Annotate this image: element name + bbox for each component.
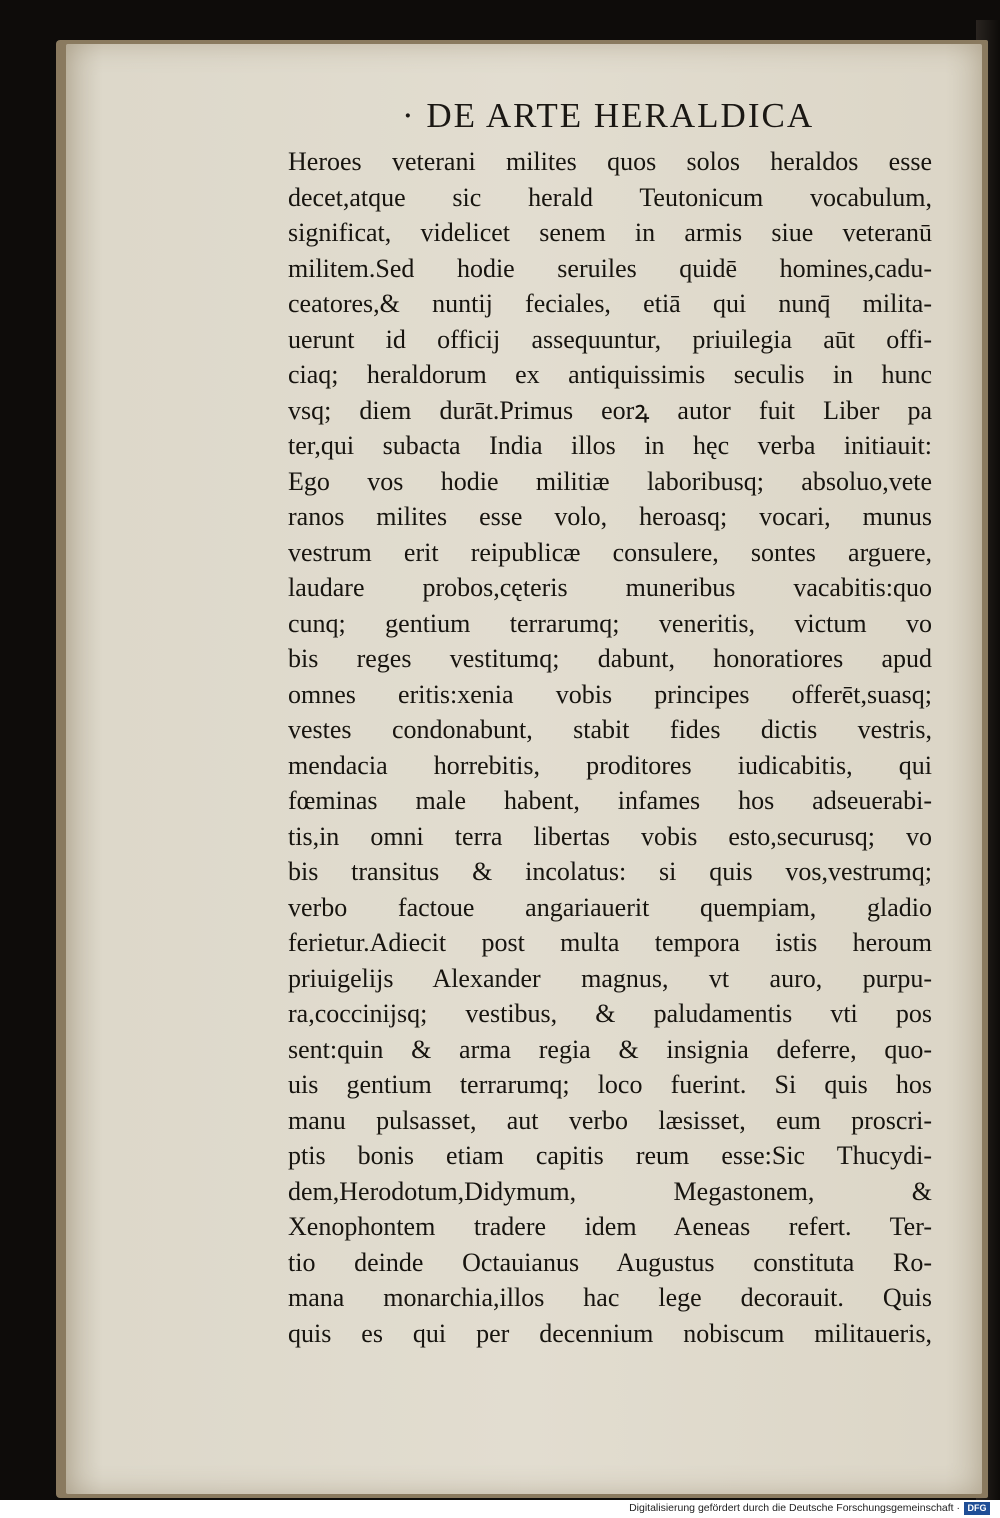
- text-line: bis transitus & incolatus: si quis vos,vestrumq;: [288, 857, 932, 886]
- text-line: manu pulsasset, aut verbo læsisset, eum proscri-: [288, 1105, 932, 1135]
- text-line: Ego vos hodie militiæ laboribusq; absoluo,vete: [288, 466, 932, 496]
- text-line: militem.Sed hodie seruiles quidē homines,cadu-: [288, 253, 932, 283]
- text-line: decet,atque sic herald Teutonicum vocabulum,: [288, 182, 932, 212]
- text-line: ranos milites esse volo, heroasq; vocari, munus: [288, 502, 932, 531]
- text-line: ciaq; heraldorum ex antiquissimis seculis in hunc: [288, 360, 932, 389]
- text-line: vsq; diem durāt.Primus eorꝝ autor fuit Liber pa: [288, 395, 932, 425]
- running-head: · DE ARTE HERALDICA: [402, 96, 815, 135]
- text-line: cunq; gentium terrarumq; veneritis, victum vo: [288, 608, 932, 638]
- text-line: fœminas male habent, infames hos adseuerabi-: [288, 786, 932, 815]
- text-line: priuigelijs Alexander magnus, vt auro, purpu-: [288, 963, 932, 993]
- text-line: mana monarchia,illos hac lege decorauit. Quis: [288, 1283, 932, 1312]
- text-line: tis,in omni terra libertas vobis esto,securusq; vo: [288, 821, 932, 851]
- text-line: dem,Herodotum,Didymum, Megastonem, &: [288, 1176, 932, 1206]
- text-line: uis gentium terrarumq; loco fuerint. Si quis hos: [288, 1070, 932, 1099]
- text-line: vestes condonabunt, stabit fides dictis vestris,: [288, 715, 932, 744]
- text-line: laudare probos,cęteris muneribus vacabitis:quo: [288, 573, 932, 602]
- dfg-logo: DFG: [964, 1502, 990, 1515]
- text-line: quis es qui per decennium nobiscum militaueris,: [288, 1318, 932, 1348]
- text-line: bis reges vestitumq; dabunt, honoratiores apud: [288, 644, 932, 673]
- funding-credit: Digitalisierung gefördert durch die Deutsche Forschungsgemeinschaft ·: [629, 1502, 960, 1514]
- text-line: tio deinde Octauianus Augustus constituta Ro-: [288, 1247, 932, 1277]
- text-line: Xenophontem tradere idem Aeneas refert. Ter-: [288, 1212, 932, 1241]
- body-text: [288, 144, 932, 1351]
- text-line: Heroes veterani milites quos solos heraldos esse: [288, 147, 932, 176]
- text-line: ra,coccinijsq; vestibus, & paludamentis vti pos: [288, 999, 932, 1028]
- text-line: vestrum erit reipublicæ consulere, sontes arguere,: [288, 537, 932, 567]
- text-line: significat, videlicet senem in armis siue veteranū: [288, 218, 932, 247]
- text-line: verbo factoue angariauerit quempiam, gladio: [288, 892, 932, 922]
- text-line: mendacia horrebitis, proditores iudicabitis, qui: [288, 750, 932, 780]
- text-line: ter,qui subacta India illos in hęc verba initiauit:: [288, 431, 932, 460]
- text-line: ceatores,& nuntij feciales, etiā qui nunq̄ milita-: [288, 289, 932, 318]
- text-line: uerunt id officij assequuntur, priuilegia aūt offi-: [288, 324, 932, 354]
- text-line: omnes eritis:xenia vobis principes offerēt,suasq;: [288, 679, 932, 709]
- text-line: ptis bonis etiam capitis reum esse:Sic Thucydi-: [288, 1141, 932, 1170]
- text-line: ferietur.Adiecit post multa tempora istis heroum: [288, 928, 932, 957]
- text-line: sent:quin & arma regia & insignia deferre, quo-: [288, 1034, 932, 1064]
